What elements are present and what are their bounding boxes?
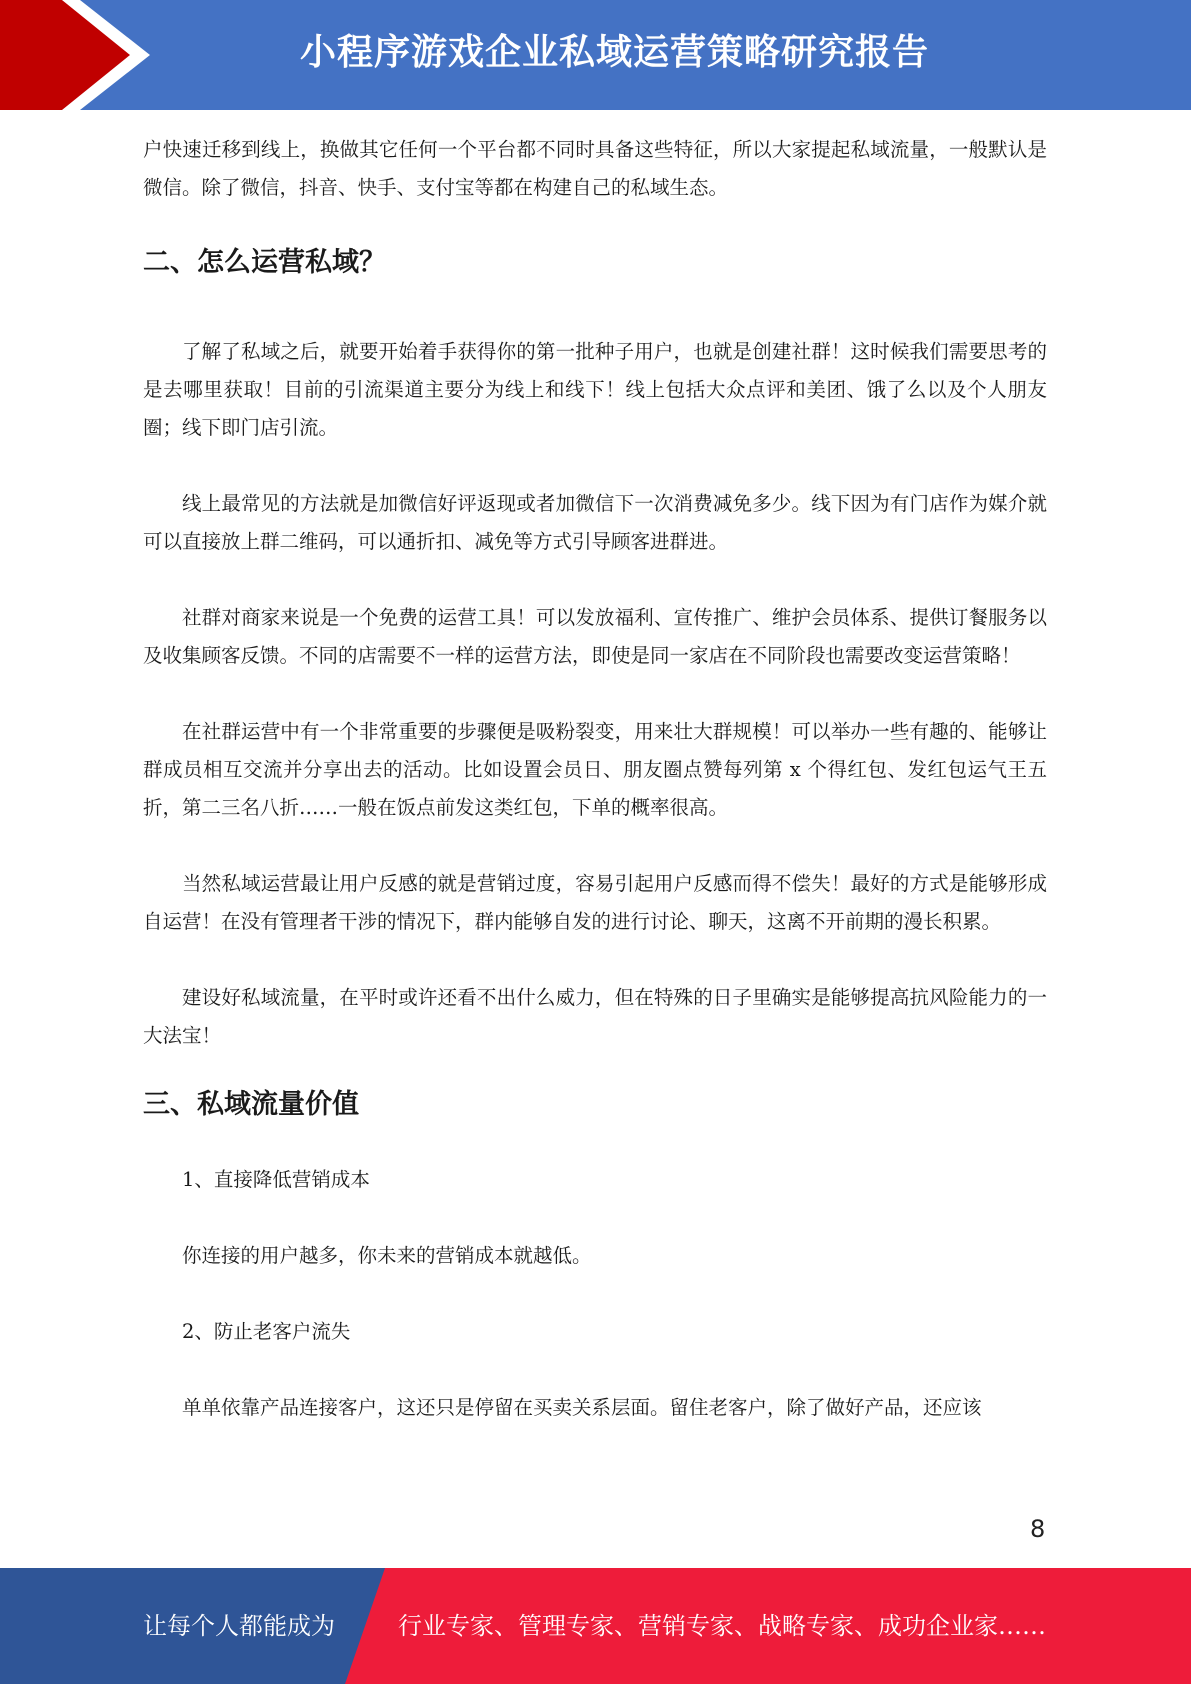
list-item-heading: 1、直接降低营销成本	[182, 1168, 370, 1191]
paragraph: 建设好私域流量，在平时或许还看不出什么威力，但在特殊的日子里确实是能够提高抗风险能力的一大法宝！	[143, 986, 1047, 1047]
footer-slogan-right: 行业专家、管理专家、营销专家、战略专家、成功企业家……	[398, 1612, 1046, 1640]
page-header	[0, 0, 1191, 110]
paragraph: 线上最常见的方法就是加微信好评返现或者加微信下一次消费减免多少。线下因为有门店作为媒介就可以直接放上群二维码，可以通折扣、减免等方式引导顾客进群进。	[143, 492, 1047, 553]
paragraph: 在社群运营中有一个非常重要的步骤便是吸粉裂变，用来壮大群规模！可以举办一些有趣的、能够让群成员相互交流并分享出去的活动。比如设置会员日、朋友圈点赞每列第 x 个得红包、发红包运气王五折，第二三名八折……一般在饭点前发这类红包，下单的概率很高。	[143, 720, 1047, 819]
paragraph: 单单依靠产品连接客户，这还只是停留在买卖关系层面。留住老客户，除了做好产品，还应该	[182, 1396, 982, 1419]
paragraph: 当然私域运营最让用户反感的就是营销过度，容易引起用户反感而得不偿失！最好的方式是能够形成自运营！在没有管理者干涉的情况下，群内能够自发的进行讨论、聊天，这离不开前期的漫长积累。	[143, 872, 1047, 933]
paragraph-intro-continued: 户快速迁移到线上，换做其它任何一个平台都不同时具备这些特征，所以大家提起私域流量，一般默认是微信。除了微信，抖音、快手、支付宝等都在构建自己的私域生态。	[143, 138, 1047, 199]
paragraph: 社群对商家来说是一个免费的运营工具！可以发放福利、宣传推广、维护会员体系、提供订餐服务以及收集顾客反馈。不同的店需要不一样的运营方法，即使是同一家店在不同阶段也需要改变运营策略！	[143, 606, 1047, 667]
section-heading-two: 二、怎么运营私域？	[143, 247, 386, 278]
paragraph: 了解了私域之后，就要开始着手获得你的第一批种子用户，也就是创建社群！这时候我们需要思考的是去哪里获取！目前的引流渠道主要分为线上和线下！线上包括大众点评和美团、饿了么以及个人朋友圈；线下即门店引流。	[143, 340, 1047, 439]
page-number: 8	[1030, 1515, 1046, 1543]
page-footer	[0, 1568, 1191, 1684]
page-content	[143, 131, 1047, 1427]
paragraph: 你连接的用户越多，你未来的营销成本就越低。	[182, 1244, 592, 1267]
section-heading-three: 三、私域流量价值	[143, 1089, 359, 1120]
report-title: 小程序游戏企业私域运营策略研究报告	[300, 32, 930, 73]
footer-slogan-left: 让每个人都能成为	[143, 1612, 335, 1640]
list-item-heading: 2、防止老客户流失	[182, 1320, 351, 1343]
